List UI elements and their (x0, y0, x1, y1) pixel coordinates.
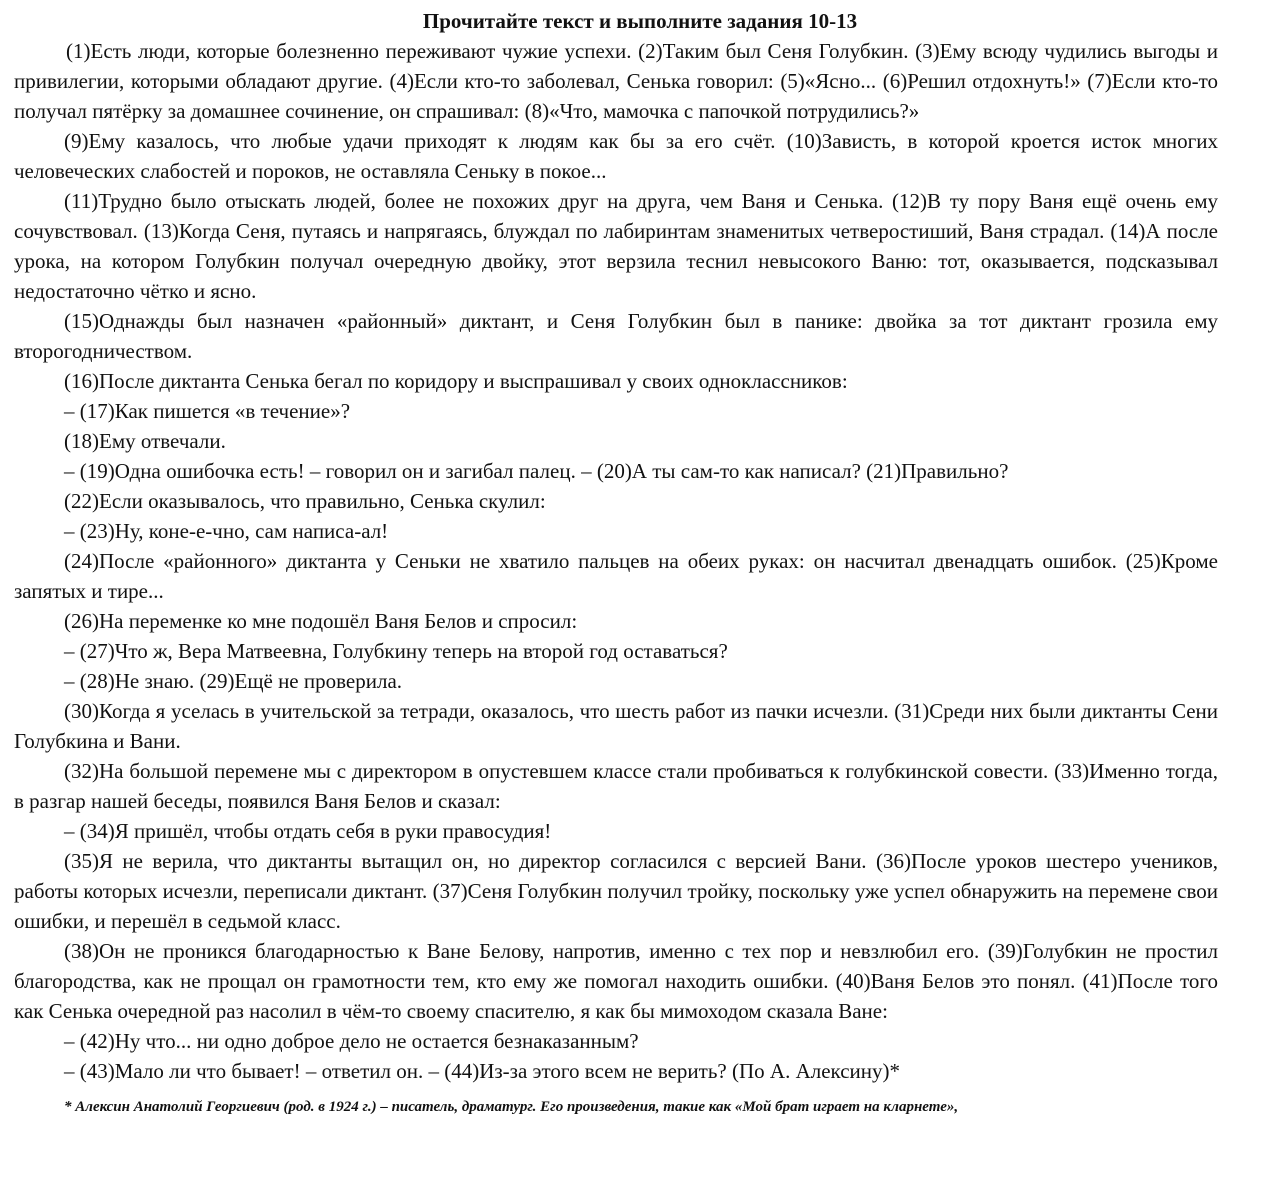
dialogue-line-42: – (42)Ну что... ни одно доброе дело не остается безнаказанным? (64, 1029, 639, 1053)
paragraph-22: (22)Если оказывалось, что правильно, Сенька скулил: (64, 489, 546, 513)
paragraph-26: (26)На переменке ко мне подошёл Ваня Белов и спросил: (64, 609, 578, 633)
paragraph-30: (30)Когда я уселась в учительской за тетради, оказалось, что шесть работ из пачки исчезли. (31)Среди них были диктанты Сени Голубкина и Вани. (14, 699, 1218, 753)
paragraph-18: (18)Ему отвечали. (64, 429, 226, 453)
paragraph-3: (11)Трудно было отыскать людей, более не похожих друг на друга, чем Ваня и Сенька. (12)В ту пору Ваня ещё очень ему сочувствовал. (13)Когда Сеня, путаясь и напрягаясь, блуждал по лабиринтам знаменитых четверостиший, Ваня страдал. (14)А после урока, на котором Голубкин получал очередную двойку, этот верзила теснил невысокого Ваню: тот, оказывается, подсказывал недостаточно чётко и ясно. (14, 189, 1218, 303)
dialogue-line-27: – (27)Что ж, Вера Матвеевна, Голубкину теперь на второй год оставаться? (64, 639, 728, 663)
paragraph-35: (35)Я не верила, что диктанты вытащил он, но директор согласился с версией Вани. (36)После уроков шестеро учеников, работы которых исчезли, переписали диктант. (37)Сеня Голубкин получил тройку, поскольку уже успел обнаружить на перемене свои ошибки, и перешёл в седьмой класс. (14, 849, 1218, 933)
paragraph-4: (15)Однажды был назначен «районный» диктант, и Сеня Голубкин был в панике: двойка за тот диктант грозила ему второгодничеством. (14, 309, 1218, 363)
dialogue-line-43: – (43)Мало ли что бывает! – ответил он. – (44)Из-за этого всем не верить? (По А. Алексину)* (64, 1059, 901, 1083)
paragraph-5: (16)После диктанта Сенька бегал по коридору и выспрашивал у своих одноклассников: (64, 369, 848, 393)
paragraph-32: (32)На большой перемене мы с директором в опустевшем классе стали пробиваться к голубкинской совести. (33)Именно тогда, в разгар нашей беседы, появился Ваня Белов и сказал: (14, 759, 1218, 813)
dialogue-line-23: – (23)Ну, коне-е-чно, сам написа-ал! (64, 519, 389, 543)
paragraph-1: (1)Есть люди, которые болезненно переживают чужие успехи. (2)Таким был Сеня Голубкин. (3)Ему всюду чудились выгоды и привилегии, которыми обладают другие. (4)Если кто-то заболевал, Сенька говорил: (5)«Ясно... (6)Решил отдохнуть!» (7)Если кто-то получал пятёрку за домашнее сочинение, он спрашивал: (8)«Что, мамочка с папочкой потрудились?» (14, 39, 1218, 123)
paragraph-2: (9)Ему казалось, что любые удачи приходят к людям как бы за его счёт. (10)Зависть, в которой кроется исток многих человеческих слабостей и пороков, не оставляла Сеньку в покое... (14, 129, 1218, 183)
paragraph-24: (24)После «районного» диктанта у Сеньки не хватило пальцев на обеих руках: он насчитал двенадцать ошибок. (25)Кроме запятых и тире... (14, 549, 1218, 603)
page-title: Прочитайте текст и выполните задания 10-13 (422, 9, 858, 33)
dialogue-line-17: – (17)Как пишется «в течение»? (64, 399, 351, 423)
dialogue-line-19: – (19)Одна ошибочка есть! – говорил он и загибал палец. – (20)А ты сам-то как написал? (21)Правильно? (64, 459, 1009, 483)
text-body (14, 36, 1218, 1086)
dialogue-line-34: – (34)Я пришёл, чтобы отдать себя в руки правосудия! (64, 819, 552, 843)
author-footnote: * Алексин Анатолий Георгиевич (род. в 1924 г.) – писатель, драматург. Его произведения, такие как «Мой брат играет на кларнете», (64, 1099, 959, 1115)
paragraph-38: (38)Он не проникся благодарностью к Ване Белову, напротив, именно с тех пор и невзлюбил его. (39)Голубкин не простил благородства, как не прощал он грамотности тем, кто ему же помогал находить ошибки. (40)Ваня Белов это понял. (41)После того как Сенька очередной раз насолил в чём-то своему спасителю, я как бы мимоходом сказала Ване: (14, 939, 1218, 1023)
dialogue-line-28: – (28)Не знаю. (29)Ещё не проверила. (64, 669, 403, 693)
